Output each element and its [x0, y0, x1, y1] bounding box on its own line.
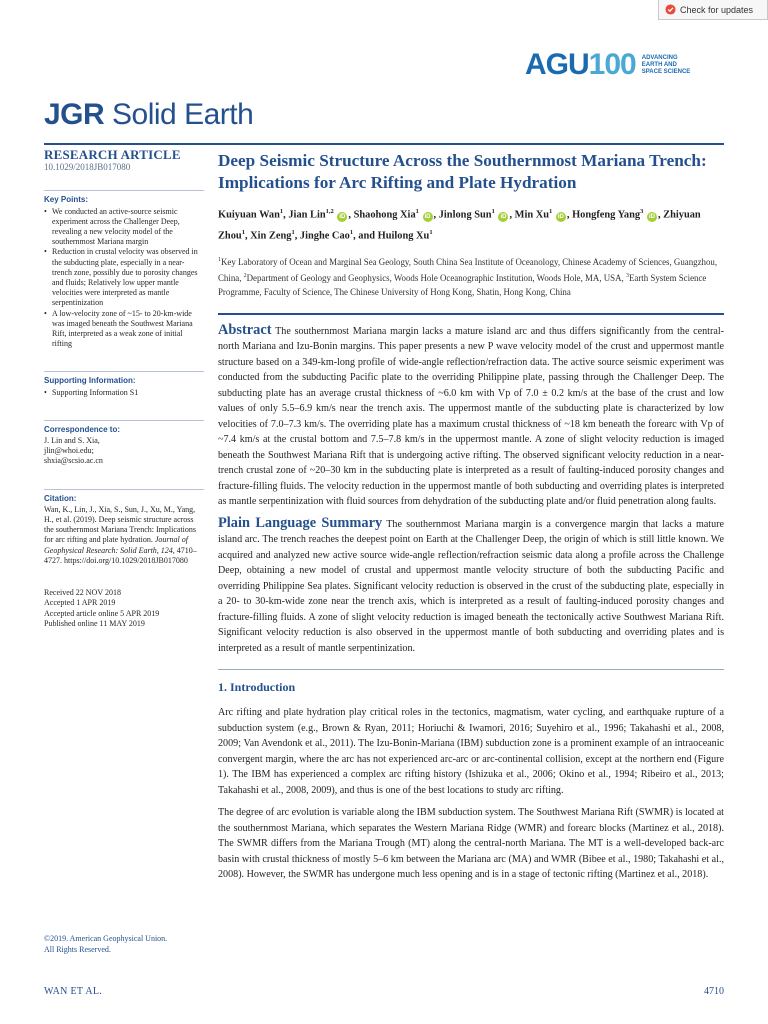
journal-title-bold: JGR [44, 98, 105, 131]
author-affiliation-sup: 1 [415, 208, 419, 215]
affiliation-sup: 3 [625, 273, 629, 280]
paragraph: The degree of arc evolution is variable along the IBM subduction system. The Southwest Mariana Rift (SWMR) is located at the southernmost Mariana, which separates the Western Mariana Ridge (WMR) and forearc blocks (Martinez et al., 2018). The SWMR differs from the Mariana Trough (MT) along the central-north Mariana. The MT is a well-developed back-arc basin with crustal thickness of mostly 5–6 km between the Mariana arc (MA) and WMR (Bibee et al., 1980; Takahashi et al., 2008). However, the SWMR has undergone much less opening and is in a stage of tectonic rifting (Martinez et al., 2018). [218, 807, 724, 881]
citation-journal: Journal of Geophysical Research: Solid Earth, 124, [44, 535, 188, 555]
author-affiliation-sup: 1 [279, 208, 284, 215]
author-name[interactable]: Hongfeng Yang [572, 209, 641, 221]
agu-tagline-line: ADVANCING [641, 54, 678, 61]
supporting-information [44, 371, 204, 397]
affiliation-text: Key Laboratory of Ocean and Marginal Sea Geology, South China Sea Institute of Oceanology, Chinese Academy of Sciences, Guangzhou, China, [218, 256, 718, 284]
key-point: • A low-velocity zone of ~15- to 20-km-wide was imaged beneath the Southwest Mariana Rift, interpreted as a weak zone of initial rifting [44, 309, 204, 350]
author-affiliation-sup: 3 [640, 208, 644, 215]
copyright-line: All Rights Reserved. [44, 944, 111, 954]
section-divider [218, 669, 724, 670]
correspondence [44, 420, 204, 467]
author-name[interactable]: Huilong Xu [377, 230, 430, 242]
affiliations [218, 253, 724, 300]
supporting-item[interactable]: • Supporting Information S1 [44, 388, 204, 398]
check-for-updates-label: Check for updates [680, 4, 754, 15]
doi-link[interactable]: 10.1029/2018JB017080 [44, 162, 131, 173]
running-author: WAN ET AL. [44, 986, 103, 997]
crossmark-icon [665, 4, 676, 15]
key-point: • We conducted an active-source seismic experiment across the Challenger Deep, revealing a new velocity model of the southernmost Mariana margin [44, 207, 204, 248]
key-points-heading: Key Points: [44, 195, 89, 205]
citation-pages: 4710–4727. https://doi.org/10.1029/2018JB017080 [44, 545, 197, 565]
article-type: RESEARCH ARTICLE [44, 147, 181, 162]
sidebar [44, 147, 204, 629]
author-affiliation-sup: 1 [549, 208, 553, 215]
author-name[interactable]: Jian Lin [288, 209, 326, 221]
affiliation-sup: 2 [243, 273, 247, 280]
copyright [44, 934, 204, 955]
author-name[interactable]: Jinghe Cao [299, 230, 350, 242]
abstract-body: The southernmost Mariana margin lacks a mature island arc and thus differs significantly from the central-north Mariana and Izu-Bonin margins. This paper presents a new P wave velocity model of the crust and uppermost mantle structure based on a 349-km-long profile of wide-angle reflection/refraction data. The active source seismic experiment was conducted from the subducting Pacific plate to the overriding Philippine plate, passing through the Challenger Deep. The subducting plate has an average crustal thickness of ~6.0 km with Vp of 7.0 ± 0.2 km/s at the base of the crust and low values of only 5.5–6.9 km/s near the trench axis. The uppermost mantle of the subducting plate is characterized by low velocities of 7.0–7.3 km/s. The overriding plate has a maximum crustal thickness of ~18 km beneath the forearc with Vp of ~7.4 km/s at the crustal bottom and 7.5–7.8 km/s in the uppermost mantle. A zone of slight velocity reduction is imaged beneath the Southwest Mariana Rift that is undergoing active rifting. The observed significant velocity reduction in a near-trench crustal zone of ~20–30 km in the subducting plate is interpreted as a result of faulting-induced porosity changes and fracture-filling fluids. The velocity reduction in the uppermost mantle of both subducting and overriding plates is interpreted as mantle serpentinization with fluid sources from dehydration of the subducting plate and/or fluid penetration along faults. [218, 325, 724, 508]
agu-mark-number: 100 [588, 48, 636, 81]
affiliation-text: Department of Geology and Geophysics, Woods Hole Oceanographic Institution, Woods Hole, MA, USA, [246, 273, 626, 284]
key-point: • Reduction in crustal velocity was observed in the subducting plate, especially in a near-trench zone, possibly due to porosity changes and fluids; Relatively low upper mantle velocities were interpreted as mantle serpentinization [44, 247, 204, 308]
affiliation-sup: 1 [218, 256, 221, 263]
author-affiliation-sup: 1 [491, 208, 495, 215]
check-for-updates-button[interactable] [658, 0, 768, 20]
author-name[interactable]: Zhiyuan Zhou [218, 209, 701, 242]
citation-heading: Citation: [44, 493, 77, 503]
history-item: Published online 11 MAY 2019 [44, 618, 145, 628]
history-item: Received 22 NOV 2018 [44, 588, 121, 598]
publication-history [44, 588, 204, 629]
pls-heading: Plain Language Summary [218, 514, 383, 531]
abstract-heading: Abstract [218, 321, 272, 338]
page-number: 4710 [704, 986, 724, 997]
copyright-line: ©2019. American Geophysical Union. [44, 934, 168, 943]
author-affiliation-sup: 1,2 [325, 208, 334, 215]
history-item: Accepted 1 APR 2019 [44, 598, 116, 608]
agu-tagline-line: EARTH AND [641, 61, 677, 68]
author-affiliation-sup: 1 [349, 228, 354, 236]
article-main [218, 150, 724, 890]
orcid-icon[interactable]: iD [339, 214, 346, 221]
history-item: Accepted article online 5 APR 2019 [44, 608, 160, 618]
section-heading-introduction: 1. Introduction [218, 680, 296, 695]
key-points [44, 190, 204, 349]
plain-language-summary [218, 516, 724, 657]
journal-title [44, 100, 253, 130]
orcid-icon[interactable]: iD [648, 214, 655, 221]
supporting-heading: Supporting Information: [44, 376, 136, 386]
author-list: Kuiyuan Wan$^1$, Jian Lin$^{1,2}$ iD , Shaohong Xia$^1$ iD , Jinlong Sun$^1$ iD , Min Xu$^1$ iD , Hongfeng Yang$^3$ iD , Zhiyuan Zhou$^1$, Xin Zeng$^1$, Jinghe Cao$^1$, and Huilong Xu$^1$ [218, 208, 701, 242]
correspondence-heading: Correspondence to: [44, 424, 121, 434]
pls-body: The southernmost Mariana margin is a convergence margin that lacks a mature island arc. The trench reaches the deepest point on Earth at the Challenger Deep, the origin of which is still little known. We acquired and analyzed new active source wide-angle reflection/refraction seismic data along a profile across the Challenge Deep, obtaining a new model of crustal and uppermost mantle velocity structure of both the subducting Pacific and overriding Philippine Sea plates. Significant velocity reduction is observed in the crust of the subducting plate, especially in a 20- to 30-km-wide zone near the trench axis, which is interpreted as a result of faulting-induced porosity changes and fracture-filling fluids. A zone of slight velocity reduction is imaged beneath the tectonically active Southwest Mariana Rift. Significant velocity reduction is also observed in the uppermost mantle of both subducting and overriding plates and is interpreted as a result of mantle serpentinization. [218, 518, 724, 654]
affiliation-text: Earth System Science Programme, Faculty of Science, The Chinese University of Hong Kong, Shatin, Hong Kong, China [218, 273, 707, 298]
correspondence-email[interactable]: jlin@whoi.edu; [44, 446, 94, 456]
article-title: Deep Seismic Structure Across the Southernmost Mariana Trench: Implications for Arc Rifting and Plate Hydration [218, 151, 707, 192]
author-affiliation-sup: 1 [241, 228, 245, 236]
agu-mark-text: AGU [525, 48, 589, 81]
paragraph: Arc rifting and plate hydration play critical roles in the tectonics, magmatism, water cycling, and earthquake rupture of a subduction system (e.g., Brown & Ryan, 2011; Horiuchi & Iwamori, 2016; Suyehiro et al., 1996; Takahashi et al., 2008, 2009; Van Avendonk et al., 2011). The Izu-Bonin-Mariana (IBM) subduction zone is a prominent example of an intraoceanic convergent margin, where the arc has not experienced arc-arc or arc-continental collision, except at the northern end (Figure 1). The IBM has experienced a complex arc rifting history (Ishizuka et al., 2006; Okino et al., 1994; Ribeiro et al., 2013; Takahashi et al., 2008, 2009), and thus is one of the best locations to study arc rifting. [218, 707, 724, 796]
citation-text [44, 505, 204, 566]
abstract [218, 323, 724, 510]
author-name[interactable]: Xin Zeng [250, 230, 292, 242]
correspondence-email[interactable]: shxia@scsio.ac.cn [44, 456, 103, 466]
citation-authors: Wan, K., Lin, J., Xia, S., Sun, J., Xu, M., Yang, H., et al. (2019). Deep seismic structure across the southernmost Mariana Trench: Implications for arc rifting and plate hydration. [44, 504, 196, 545]
orcid-icon[interactable]: iD [424, 214, 431, 221]
agu-mark [525, 50, 636, 80]
agu-tagline [642, 55, 702, 76]
author-name[interactable]: Min Xu [514, 209, 549, 221]
citation [44, 489, 204, 566]
author-affiliation-sup: 1 [429, 228, 433, 236]
agu-tagline-line: SPACE SCIENCE [641, 68, 691, 75]
author-name[interactable]: Shaohong Xia [353, 209, 416, 221]
abstract-divider [218, 313, 724, 315]
orcid-icon[interactable]: iD [557, 214, 564, 221]
correspondence-names: J. Lin and S. Xia, [44, 436, 100, 446]
orcid-icon[interactable]: iD [500, 214, 507, 221]
author-name[interactable]: Jinlong Sun [438, 209, 492, 221]
author-affiliation-sup: 1 [291, 228, 295, 236]
agu-logo [525, 50, 702, 80]
journal-title-rest: Solid Earth [104, 98, 254, 131]
header-divider [44, 143, 724, 145]
author-name[interactable]: Kuiyuan Wan [218, 209, 280, 221]
